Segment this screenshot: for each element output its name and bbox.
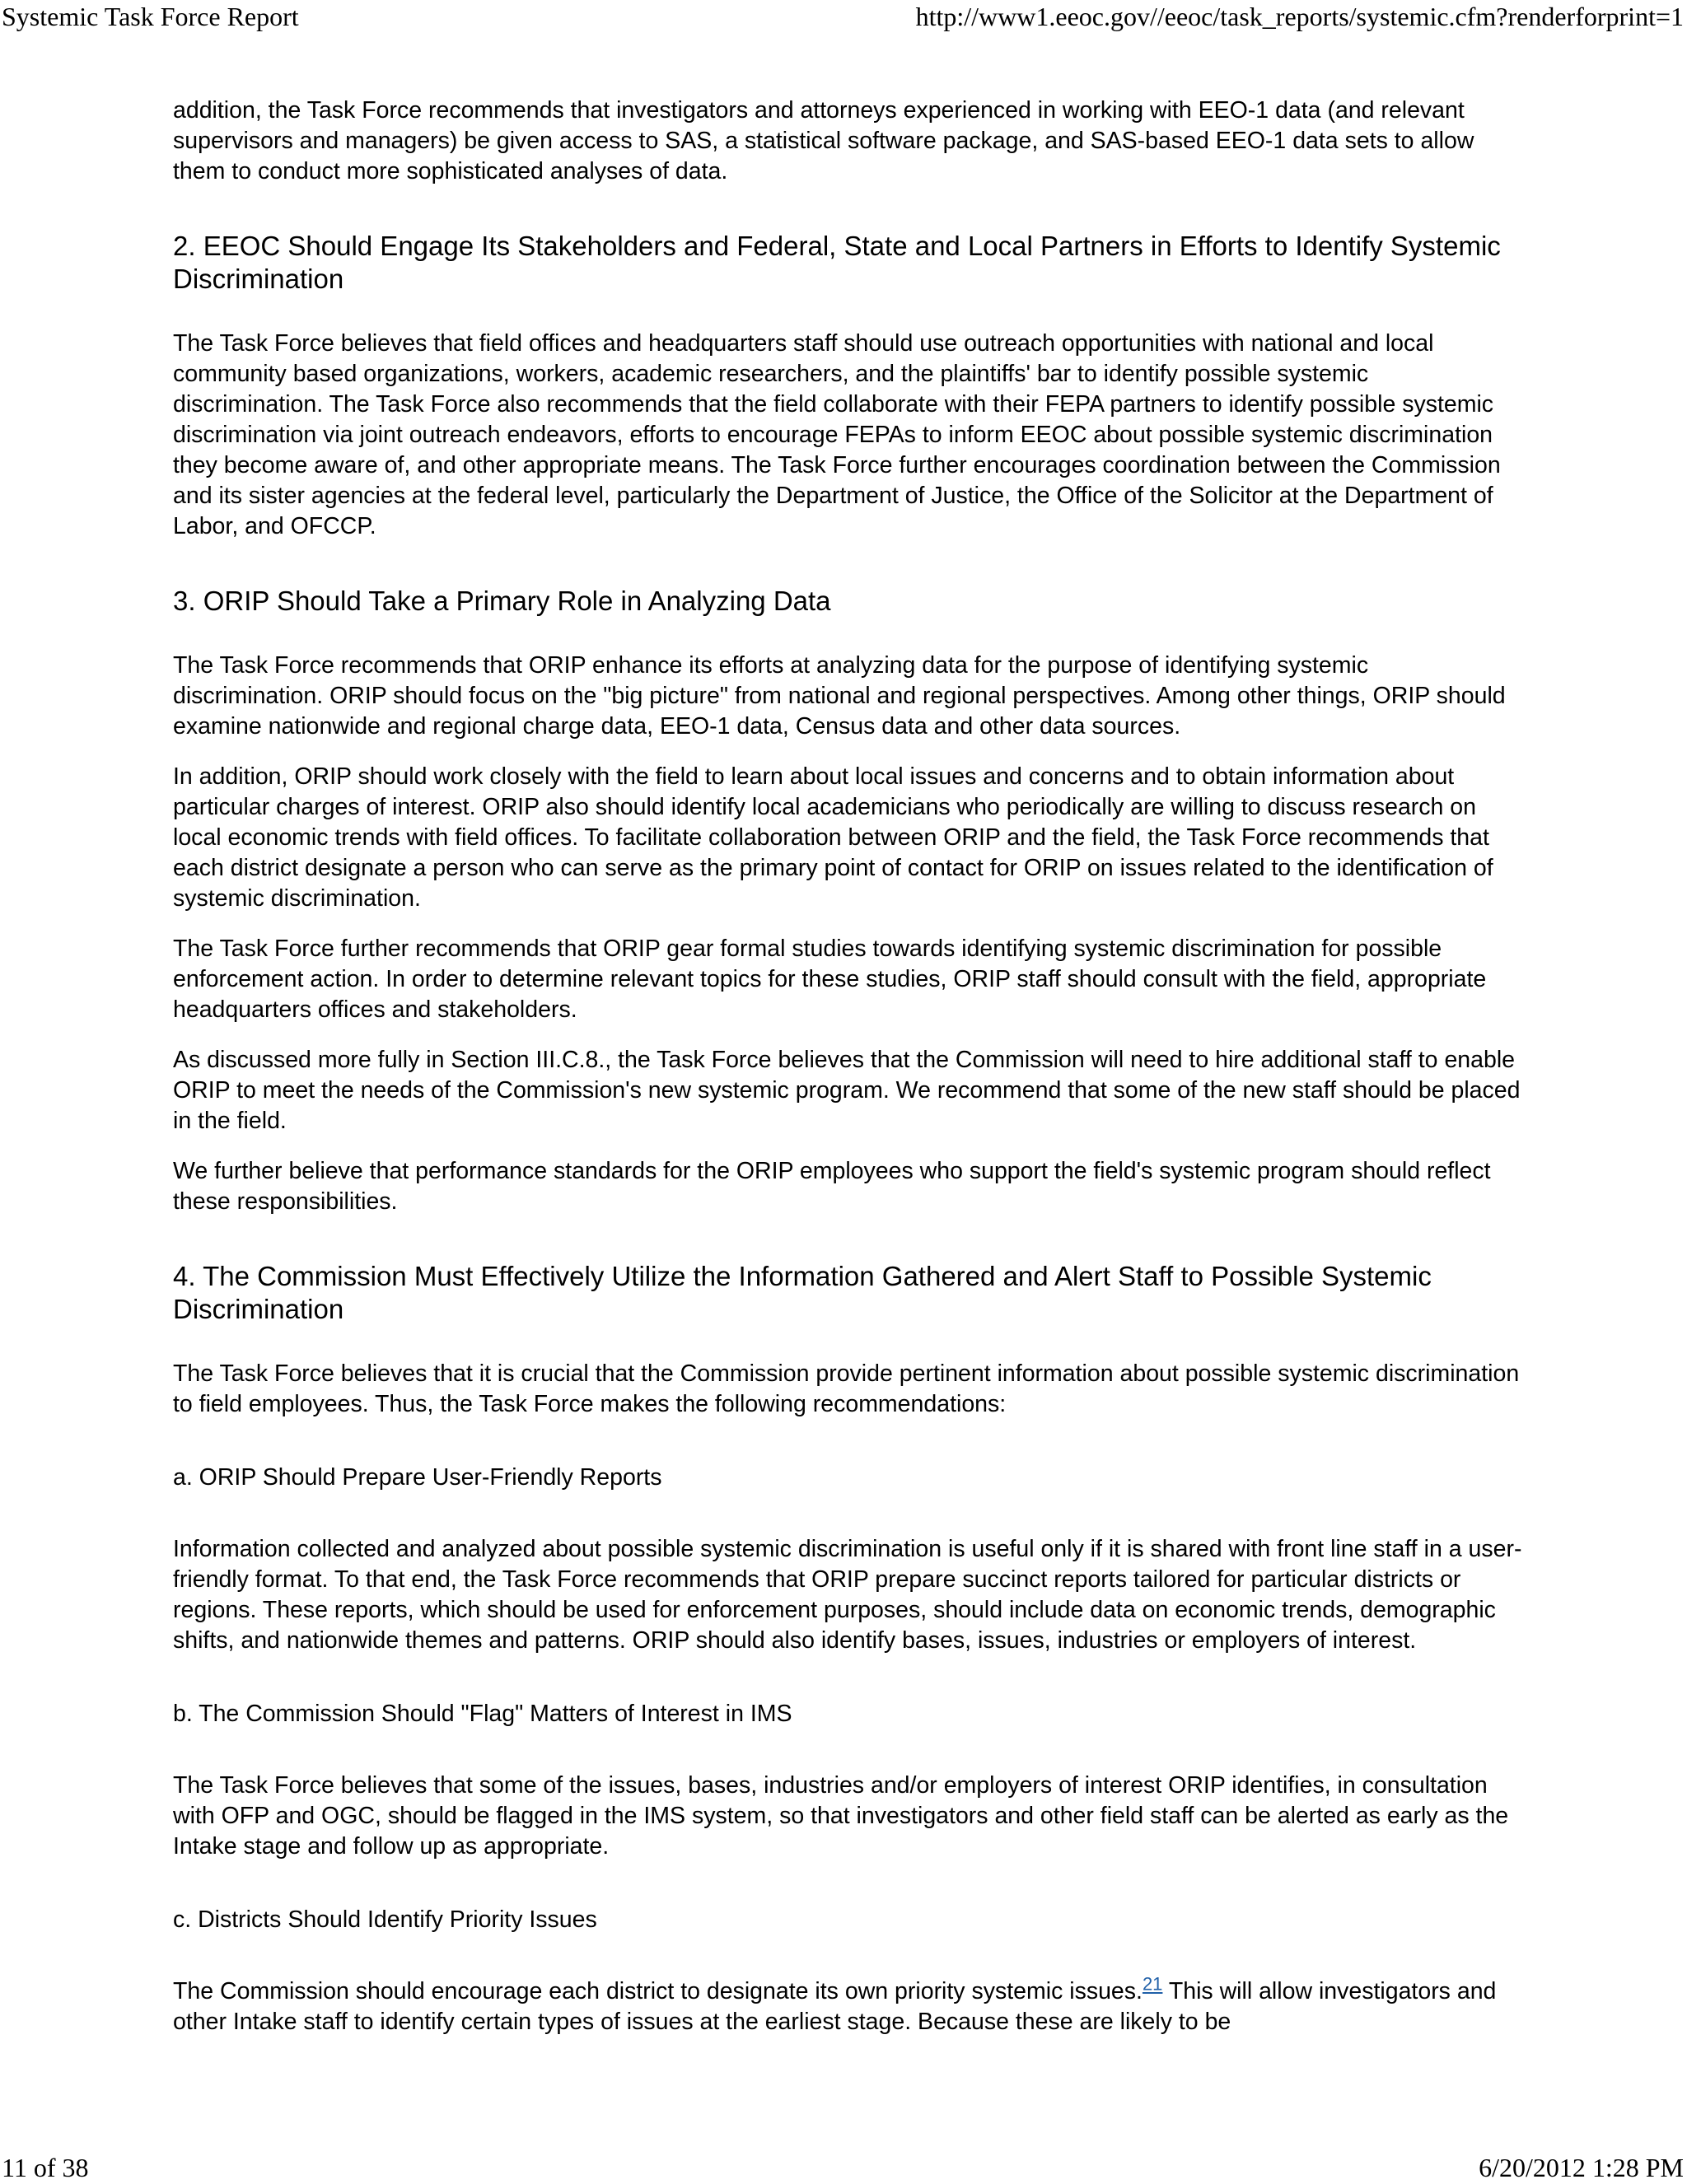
- subsection-heading-c: c. Districts Should Identify Priority Issues: [173, 1906, 597, 1933]
- subsection-b-paragraph: The Task Force believes that some of the issues, bases, industries and/or employers of interest ORIP identifies, in consultation with OFP and OGC, should be flagged in the IMS system, so that investigators and other field staff can be alerted as early as the Intake stage and follow up as appropriate.: [173, 1772, 1509, 1860]
- intro-paragraph: addition, the Task Force recommends that investigators and attorneys experienced in working with EEO-1 data (and relevant supervisors and managers) be given access to SAS, a statistical software package, and SAS-based EEO-1 data sets to allow them to conduct more sophisticated analyses of data.: [173, 97, 1474, 184]
- section-4-paragraph: The Task Force believes that it is crucial that the Commission provide pertinent information about possible systemic discrimination to field employees. Thus, the Task Force makes the following recommendations:: [173, 1360, 1520, 1417]
- footnote-link-21[interactable]: 21: [1142, 1973, 1163, 1995]
- subsection-c-text-after: This will allow investigators and other Intake staff to identify certain types of issues at the earliest stage. Because these are likely to be: [173, 1978, 1497, 2035]
- page-counter: 11 of 38: [2, 2153, 89, 2182]
- section-3-paragraph: The Task Force recommends that ORIP enhance its efforts at analyzing data for the purpose of identifying systemic discrimination. ORIP should focus on the "big picture" from national and regional perspectives. Among other things, ORIP should examine nationwide and regional charge data, EEO-1 data, Census data and other data sources.: [173, 652, 1506, 740]
- document-body: [173, 96, 1524, 2057]
- page-url: http://www1.eeoc.gov//eeoc/task_reports/systemic.cfm?renderforprint=1: [915, 2, 1684, 31]
- section-2-paragraph: The Task Force believes that field offices and headquarters staff should use outreach opportunities with national and local community based organizations, workers, academic researchers, and the plaintiffs' bar to identify possible systemic discrimination. The Task Force also recommends that the field collaborate with their FEPA partners to identify possible systemic discrimination via joint outreach endeavors, efforts to encourage FEPAs to inform EEOC about possible systemic discrimination they become aware of, and other appropriate means. The Task Force further encourages coordination between the Commission and its sister agencies at the federal level, particularly the Department of Justice, the Office of the Solicitor at the Department of Labor, and OFCCP.: [173, 330, 1501, 539]
- subsection-heading-b: b. The Commission Should "Flag" Matters of Interest in IMS: [173, 1701, 792, 1727]
- section-3-paragraph: We further believe that performance standards for the ORIP employees who support the field's systemic program should reflect these responsibilities.: [173, 1158, 1491, 1215]
- section-3-paragraph: As discussed more fully in Section III.C.8., the Task Force believes that the Commission will need to hire additional staff to enable ORIP to meet the needs of the Commission's new systemic program. We recommend that some of the new staff should be placed in the field.: [173, 1047, 1521, 1134]
- section-3-paragraph: The Task Force further recommends that ORIP gear formal studies towards identifying systemic discrimination for possible enforcement action. In order to determine relevant topics for these studies, ORIP staff should consult with the field, appropriate headquarters offices and stakeholders.: [173, 936, 1487, 1023]
- subsection-a-paragraph: Information collected and analyzed about possible systemic discrimination is useful only if it is shared with front line staff in a user-friendly format. To that end, the Task Force recommends that ORIP prepare succinct reports tailored for particular districts or regions. These reports, which should be used for enforcement purposes, should include data on economic trends, demographic shifts, and nationwide themes and patterns. ORIP should also identify bases, issues, industries or employers of interest.: [173, 1536, 1522, 1654]
- subsection-c-text-before: The Commission should encourage each district to designate its own priority systemic issues.: [173, 1978, 1143, 2004]
- section-heading-4: 4. The Commission Must Effectively Utilize the Information Gathered and Alert Staff to Possible Systemic Discrimination: [173, 1261, 1432, 1324]
- print-footer: [0, 2151, 1687, 2184]
- document-title: Systemic Task Force Report: [2, 2, 299, 31]
- section-3-paragraph: In addition, ORIP should work closely with the field to learn about local issues and concerns and to obtain information about particular charges of interest. ORIP also should identify local academicians who periodically are willing to discuss research on local economic trends with field offices. To facilitate collaboration between ORIP and the field, the Task Force recommends that each district designate a person who can serve as the primary point of contact for ORIP on issues related to the identification of systemic discrimination.: [173, 763, 1493, 912]
- subsection-c-paragraph: [173, 1973, 1524, 2037]
- subsection-heading-a: a. ORIP Should Prepare User-Friendly Reports: [173, 1464, 662, 1491]
- section-heading-3: 3. ORIP Should Take a Primary Role in Analyzing Data: [173, 586, 831, 616]
- section-heading-2: 2. EEOC Should Engage Its Stakeholders and Federal, State and Local Partners in Efforts to Identify Systemic Discrimination: [173, 231, 1501, 294]
- print-header: [0, 0, 1687, 33]
- print-datetime: 6/20/2012 1:28 PM: [1479, 2153, 1684, 2182]
